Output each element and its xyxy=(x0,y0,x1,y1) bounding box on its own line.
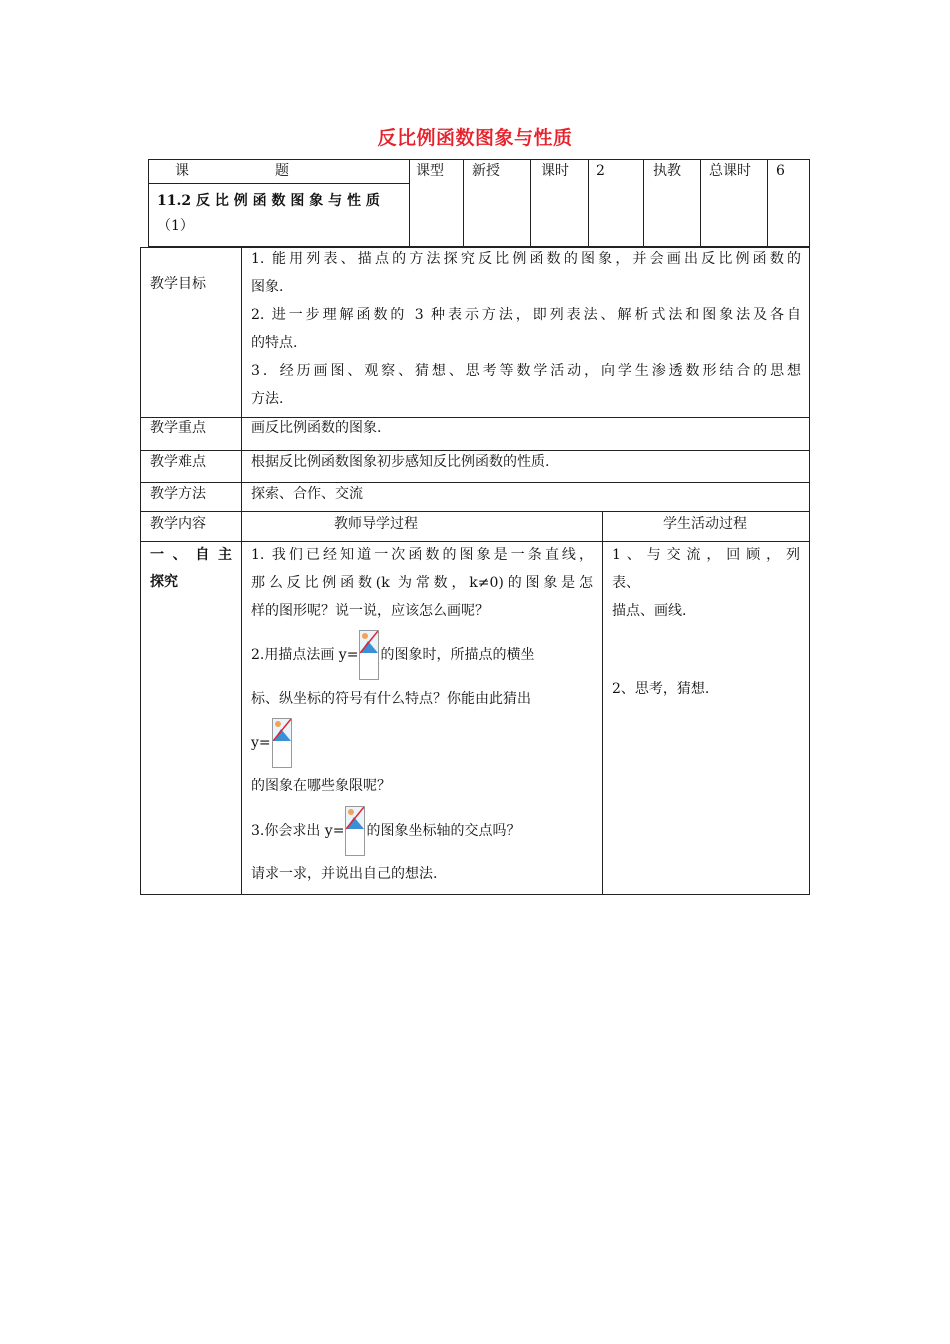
subject-label-1: 课 xyxy=(175,163,189,179)
method-label: 教学方法 xyxy=(150,486,206,502)
goals-label: 教学目标 xyxy=(150,276,206,292)
content-label: 教学内容 xyxy=(150,516,206,532)
goal-line: 图象. xyxy=(251,279,284,295)
teacher-p2-line1: 2.用描点法画 y= 的图象时，所描点的横坐 xyxy=(251,630,534,680)
total-value: 6 xyxy=(776,163,785,179)
method-value: 探索、合作、交流 xyxy=(251,486,363,502)
subject-value: 11.2 反 比 例 函 数 图 象 与 性 质 xyxy=(157,193,380,209)
period-value: 2 xyxy=(596,163,605,179)
key-point-value: 画反比例函数的图象. xyxy=(251,420,382,436)
type-label: 课型 xyxy=(416,163,444,179)
difficulty-value: 根据反比例函数图象初步感知反比例函数的性质. xyxy=(251,454,550,470)
teacher-header: 教师导学过程 xyxy=(334,516,418,532)
fraction-image-icon xyxy=(359,630,379,680)
difficulty-label: 教学难点 xyxy=(150,454,206,470)
subject-value-2: （1） xyxy=(157,218,194,234)
goal-line: 3．经历画图、观察、猜想、思考等数学活动，向学生渗透数形结合的思想 xyxy=(251,363,801,379)
teacher-p4: 请求一求，并说出自己的想法. xyxy=(251,866,438,882)
student-s1-line2: 表、 xyxy=(612,575,640,591)
goal-line: 2. 进一步理解函数的 3 种表示方法，即列表法、解析式法和图象法及各自 xyxy=(251,307,801,323)
student-header: 学生活动过程 xyxy=(663,516,747,532)
type-value: 新授 xyxy=(472,163,500,179)
subject-label-2: 题 xyxy=(275,163,289,179)
teacher-p2-line3: 的图象在哪些象限呢？ xyxy=(251,778,391,794)
section-label: 一 、 自 主 xyxy=(150,547,232,563)
document-title: 反比例函数图象与性质 xyxy=(377,127,573,149)
student-s1-line1: 1、与交流，回顾，列 xyxy=(612,547,800,563)
teacher-label: 执教 xyxy=(653,163,681,179)
section-label-2: 探究 xyxy=(150,574,178,590)
fraction-image-icon xyxy=(272,718,292,768)
goal-line: 1. 能用列表、描点的方法探究反比例函数的图象，并会画出反比例函数的 xyxy=(251,251,801,267)
student-s1-line3: 描点、画线. xyxy=(612,603,687,619)
goal-line: 的特点. xyxy=(251,335,298,351)
key-point-label: 教学重点 xyxy=(150,420,206,436)
teacher-p1: 1. 我们已经知道一次函数的图象是一条直线， 那么反比例函数(k 为常数，k≠0)的图象是怎 样的图形呢？说一说，应该怎么画呢？ xyxy=(251,547,593,619)
period-label: 课时 xyxy=(541,163,569,179)
teacher-p2-line2: 标、纵坐标的符号有什么特点？你能由此猜出 xyxy=(251,691,531,707)
total-label: 总课时 xyxy=(709,163,751,179)
goal-line: 方法. xyxy=(251,391,284,407)
fraction-image-icon xyxy=(345,806,365,856)
student-s2: 2、思考，猜想. xyxy=(612,681,710,697)
teacher-p3: 3.你会求出 y= 的图象坐标轴的交点吗？ xyxy=(251,806,520,856)
teacher-p2-y: y= xyxy=(251,718,293,768)
goals-text xyxy=(251,245,801,413)
